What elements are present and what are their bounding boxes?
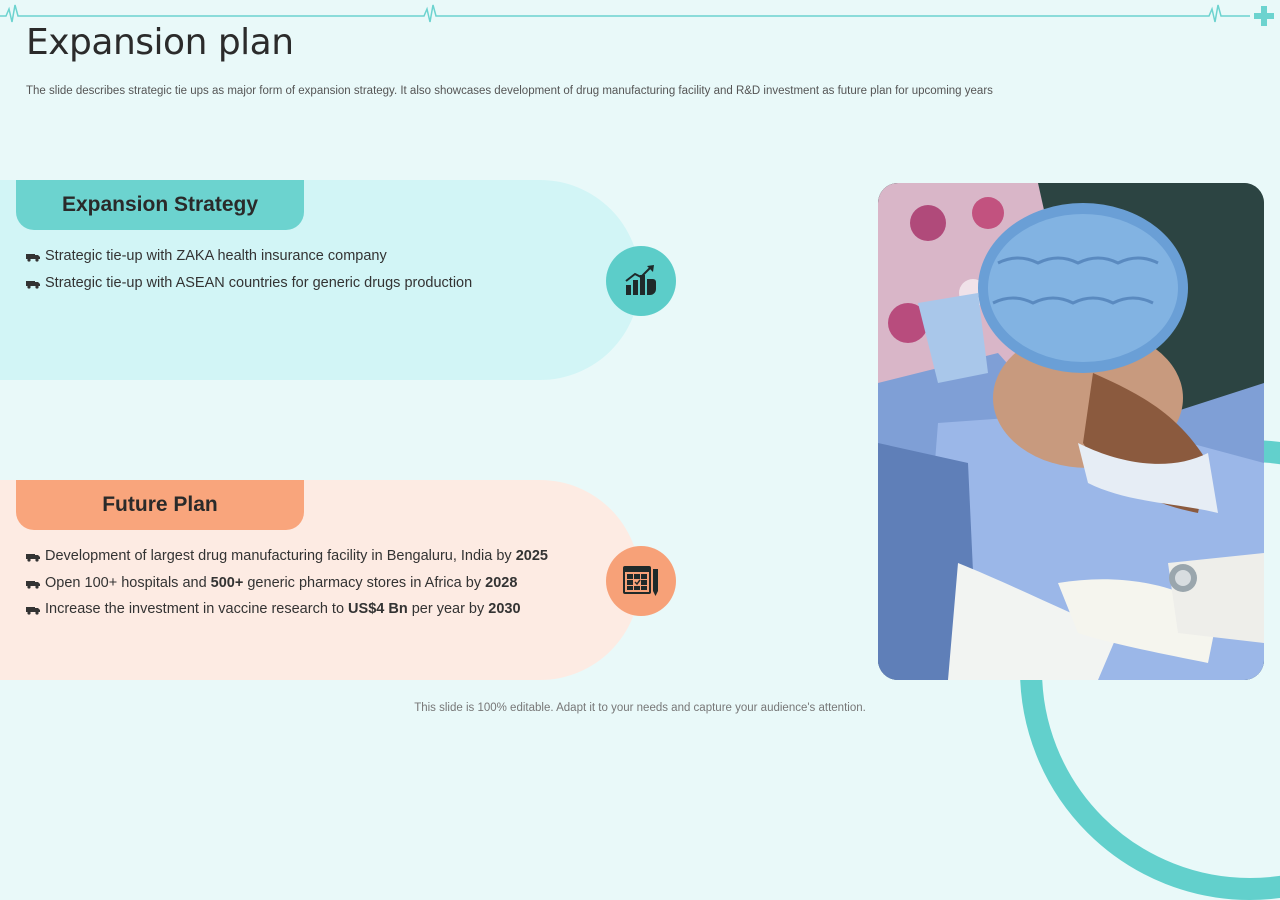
page-subtitle: The slide describes strategic tie ups as major form of expansion strategy. It also showcases development of drug manufacturing facility and R&D investment as future plan for upcoming years: [26, 85, 993, 97]
footer-note: This slide is 100% editable. Adapt it to your needs and capture your audience's attention.: [414, 702, 866, 714]
list-item: Strategic tie-up with ZAKA health insurance company: [26, 248, 472, 275]
future-icon-badge: [606, 546, 676, 616]
surgeon-photo: [878, 183, 1264, 680]
ambulance-icon: [26, 552, 40, 562]
list-item: Open 100+ hospitals and 500+ generic pharmacy stores in Africa by 2028: [26, 575, 548, 602]
list-item: Development of largest drug manufacturing facility in Bengaluru, India by 2025: [26, 548, 548, 575]
ambulance-icon: [26, 605, 40, 615]
calendar-pencil-icon: [621, 563, 661, 599]
growth-chart-hand-icon: [623, 263, 659, 299]
ambulance-icon: [26, 579, 40, 589]
ambulance-icon: [26, 252, 40, 262]
list-item: Strategic tie-up with ASEAN countries for generic drugs production: [26, 275, 472, 302]
list-item: Increase the investment in vaccine research to US$4 Bn per year by 2030: [26, 601, 548, 628]
page-title: Expansion plan: [26, 22, 294, 63]
strategy-heading: Expansion Strategy: [16, 180, 304, 230]
future-list: [26, 548, 548, 628]
strategy-icon-badge: [606, 246, 676, 316]
strategy-list: [26, 248, 472, 301]
plus-icon: [1254, 6, 1274, 26]
future-heading: Future Plan: [16, 480, 304, 530]
ambulance-icon: [26, 279, 40, 289]
